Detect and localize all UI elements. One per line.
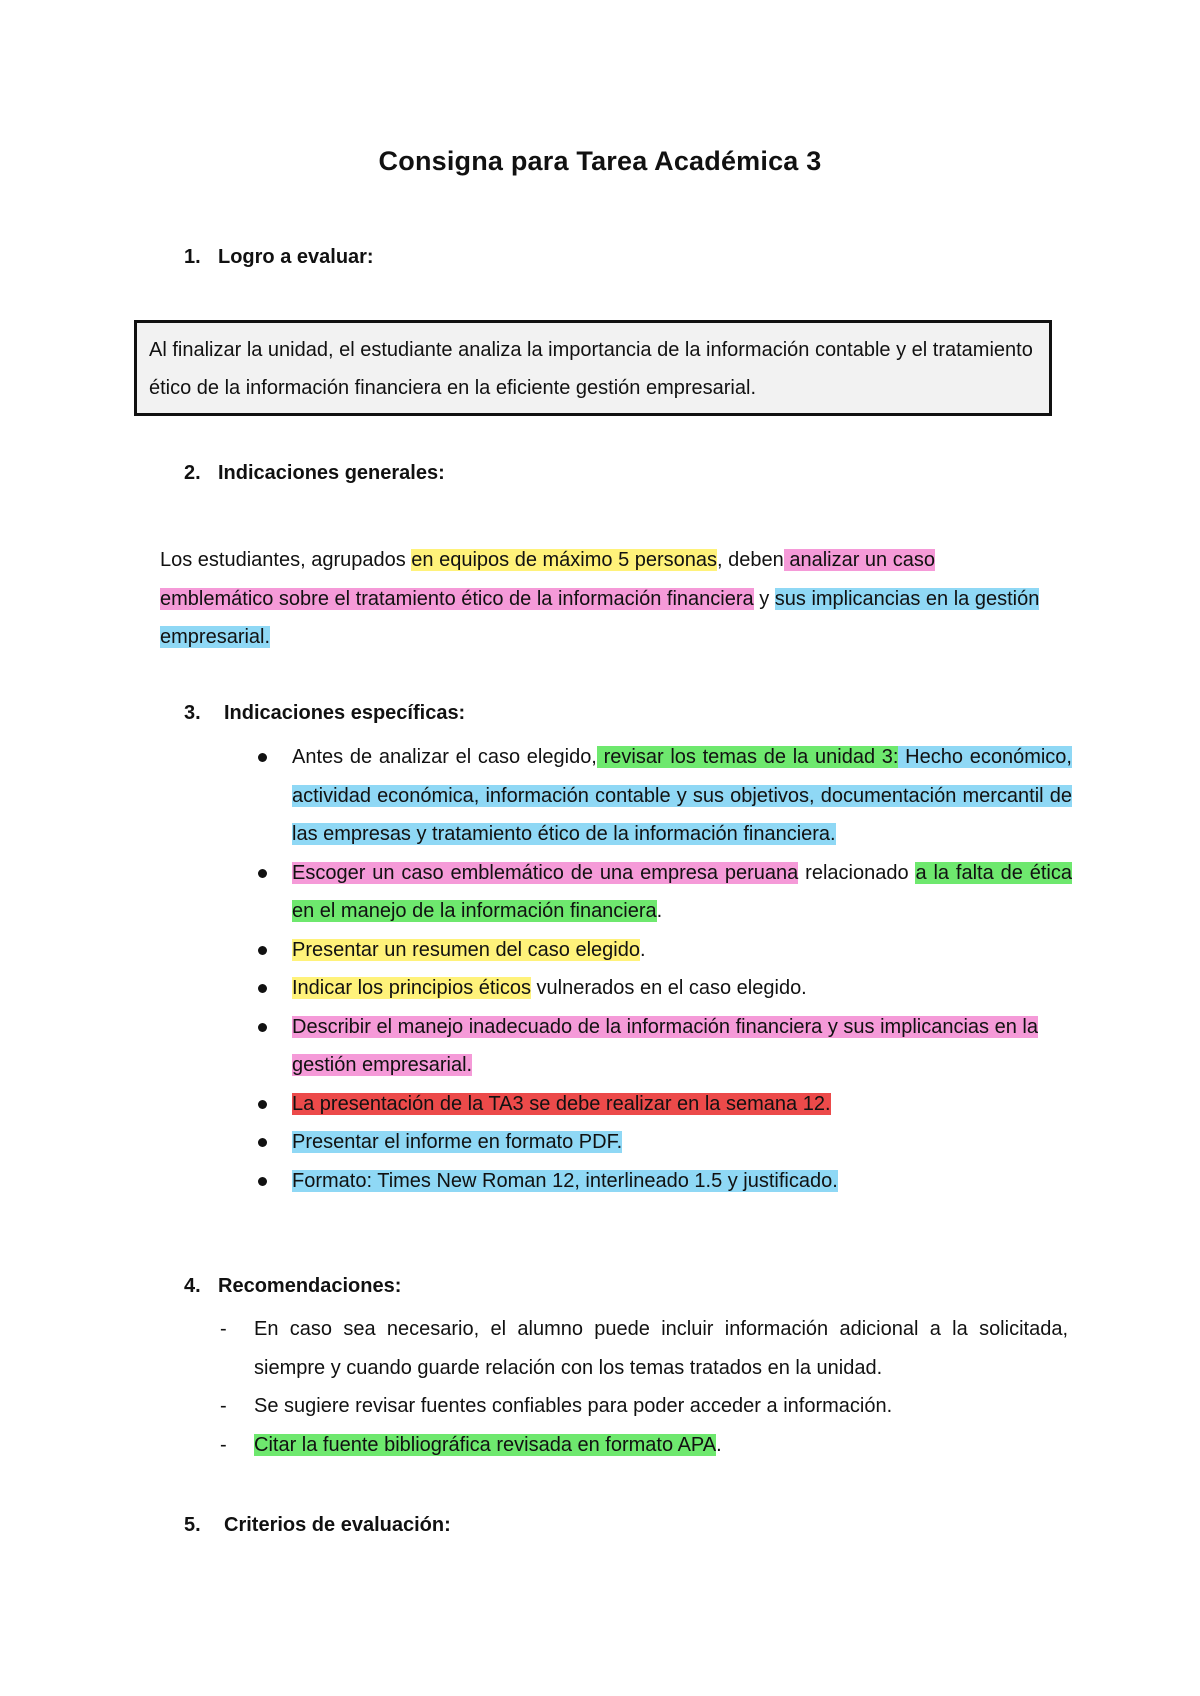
section-number: 4. — [184, 1275, 201, 1297]
section-number: 1. — [184, 246, 201, 268]
highlight-pink: analizar un caso emblemático sobre el tratamiento ético de la información financiera — [160, 549, 935, 610]
item-text: vulnerados en el caso elegido. — [531, 977, 807, 999]
bullet-icon — [258, 1138, 267, 1147]
list-item — [254, 1008, 1072, 1085]
highlight-cyan: sus implicancias en la gestión empresarial. — [160, 587, 1040, 648]
dash-marker: - — [220, 1433, 227, 1456]
highlight-green: a la falta de ética en el manejo de la información financiera — [292, 861, 1072, 922]
list-item — [254, 1123, 1072, 1162]
dash-marker: - — [220, 1318, 227, 1340]
highlight-yellow: en equipos de máximo 5 personas — [411, 549, 718, 571]
highlight-cyan: Formato: Times New Roman 12, interlineado 1.5 y justificado. — [292, 1169, 838, 1192]
section-heading-indicaciones-generales — [184, 462, 445, 485]
list-item — [254, 969, 1072, 1008]
list-item — [254, 1162, 1072, 1201]
section-label: Criterios de evaluación: — [224, 1514, 451, 1536]
list-item — [254, 931, 1072, 970]
bullet-icon — [258, 946, 267, 955]
item-text: . — [640, 938, 646, 961]
general-text: y — [753, 587, 775, 610]
general-text: , deben — [717, 549, 784, 571]
section-heading-recomendaciones — [184, 1275, 401, 1298]
list-item — [218, 1387, 1068, 1426]
highlight-yellow: Presentar un resumen del caso elegido — [292, 938, 640, 961]
bullet-icon — [258, 753, 267, 762]
dash-marker: - — [220, 1395, 227, 1417]
bullet-icon — [258, 1023, 267, 1032]
list-item — [218, 1426, 1068, 1465]
section-label: Recomendaciones: — [218, 1275, 402, 1297]
bullet-icon — [258, 1177, 267, 1186]
general-paragraph — [160, 541, 1040, 657]
highlight-cyan: Hecho económico, actividad económica, información contable y sus objetivos, documentación mercantil de las empresas y tratamiento ético de la información financiera. — [292, 746, 1072, 845]
item-text: . — [656, 900, 663, 922]
item-text: En caso sea necesario, el alumno puede incluir información adicional a la solicitada, siempre y cuando guarde relación con los temas tratados en la unidad. — [254, 1318, 1068, 1379]
highlight-green: Citar la fuente bibliográfica revisada en formato APA — [254, 1433, 717, 1456]
item-text: Antes de analizar el caso elegido, — [292, 746, 597, 768]
highlight-pink: Escoger un caso emblemático de una empresa peruana — [292, 861, 799, 884]
highlight-green: revisar los temas de la unidad 3: — [596, 746, 899, 768]
list-item — [254, 738, 1072, 854]
section-heading-logro — [184, 246, 374, 269]
item-text: . — [716, 1433, 722, 1456]
section-number: 5. — [184, 1514, 201, 1536]
bullet-icon — [258, 984, 267, 993]
list-item — [254, 854, 1072, 931]
specific-list — [254, 738, 1072, 1200]
bullet-icon — [258, 869, 267, 878]
section-number: 3. — [184, 702, 201, 724]
section-label: Indicaciones específicas: — [224, 702, 466, 724]
recommendations-list — [218, 1310, 1068, 1464]
bullet-icon — [258, 1100, 267, 1109]
general-text: Los estudiantes, agrupados — [160, 549, 412, 571]
highlight-pink: Describir el manejo inadecuado de la información financiera y sus implicancias en la gestión empresarial. — [292, 1015, 1038, 1076]
section-number: 2. — [184, 462, 201, 484]
item-text: relacionado — [798, 861, 916, 884]
highlight-cyan: Presentar el informe en formato PDF. — [292, 1131, 623, 1153]
item-text: Se sugiere revisar fuentes confiables para poder acceder a información. — [254, 1395, 893, 1417]
section-heading-criterios — [184, 1514, 451, 1537]
section-label: Logro a evaluar: — [218, 246, 374, 268]
document-title: Consigna para Tarea Académica 3 — [378, 146, 822, 176]
list-item — [218, 1310, 1068, 1387]
highlight-red: La presentación de la TA3 se debe realizar en la semana 12. — [292, 1092, 831, 1115]
section-heading-indicaciones-especificas — [184, 702, 465, 725]
list-item — [254, 1085, 1072, 1124]
highlight-yellow: Indicar los principios éticos — [292, 977, 531, 999]
section-label: Indicaciones generales: — [218, 462, 445, 484]
logro-box: Al finalizar la unidad, el estudiante analiza la importancia de la información contable y el tratamiento ético de la información financiera en la eficiente gestión empresarial. — [134, 320, 1052, 416]
